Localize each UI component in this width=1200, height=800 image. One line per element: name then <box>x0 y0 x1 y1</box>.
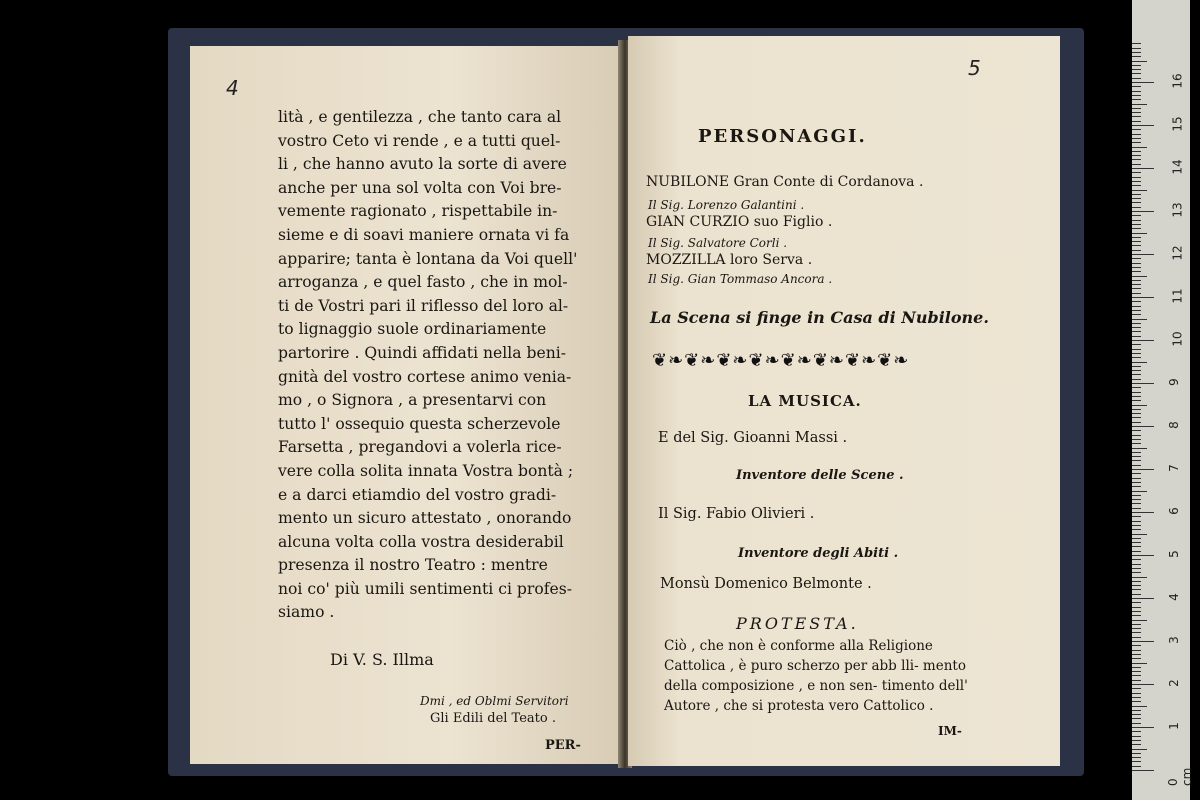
text-line: mo , o Signora , a presentarvi con <box>278 391 547 410</box>
salutation: Di V. S. Illma <box>330 650 434 669</box>
text-line: e a darci etiamdio del vostro gradi- <box>278 485 557 504</box>
text-line: lità , e gentilezza , che tanto cara al <box>278 108 562 126</box>
ruler-tick <box>1132 460 1141 461</box>
ruler-tick <box>1132 52 1141 53</box>
ruler-tick <box>1132 99 1141 100</box>
ruler-tick <box>1132 177 1141 178</box>
cast-actor: Il Sig. Salvatore Corli . <box>648 236 788 250</box>
ruler-tick <box>1132 263 1141 264</box>
ruler-tick <box>1132 430 1141 431</box>
ruler-number: 15 <box>1170 116 1185 132</box>
ruler-tick <box>1132 379 1141 380</box>
protest-text: Ciò , che non è conforme alla Religione Cattolica , è puro scherzo per abb lli- mento della composizione , e non sen- timento dell' Autore , che si protesta vero Cattolico . <box>664 638 968 714</box>
ruler-tick <box>1132 663 1147 664</box>
ruler-tick <box>1132 78 1141 79</box>
ruler-tick <box>1132 684 1154 685</box>
catchword-right: IM- <box>938 724 962 738</box>
ruler-tick <box>1132 297 1154 298</box>
ruler-tick <box>1132 86 1141 87</box>
ruler-tick <box>1132 465 1141 466</box>
ruler-tick <box>1132 271 1141 272</box>
cast-role: GIAN CURZIO suo Figlio . <box>646 214 833 230</box>
page-number-right: 5 <box>968 56 981 80</box>
ruler-tick <box>1132 512 1154 513</box>
ruler-tick <box>1132 607 1141 608</box>
ruler-tick <box>1132 654 1141 655</box>
ruler-tick <box>1132 336 1141 337</box>
catchword-left: PER- <box>545 738 581 753</box>
measuring-ruler <box>1132 0 1194 800</box>
ruler-tick <box>1132 181 1141 182</box>
ruler-tick <box>1132 546 1141 547</box>
ruler-tick <box>1132 48 1141 49</box>
ruler-tick <box>1132 594 1141 595</box>
ruler-tick <box>1132 718 1141 719</box>
ruler-tick <box>1132 452 1141 453</box>
ruler-tick <box>1132 486 1141 487</box>
scenes-heading: Inventore delle Scene . <box>736 468 904 483</box>
text-line: Farsetta , pregandovi a volerla rice- <box>278 438 562 457</box>
right-page <box>628 36 1060 766</box>
ruler-tick <box>1132 727 1154 728</box>
cast-actor: Il Sig. Lorenzo Galantini . <box>648 198 805 212</box>
ruler-tick <box>1132 198 1141 199</box>
ruler-tick <box>1132 555 1154 556</box>
ruler-tick <box>1132 448 1147 449</box>
ruler-number: 7 <box>1166 464 1181 472</box>
ruler-tick <box>1132 301 1141 302</box>
ruler-tick <box>1132 276 1147 277</box>
ruler-number: 9 <box>1166 378 1181 386</box>
text-line: siamo . <box>278 603 335 622</box>
ruler-tick <box>1132 400 1141 401</box>
ruler-tick <box>1132 598 1154 599</box>
cast-actor: Il Sig. Gian Tommaso Ancora . <box>648 272 833 286</box>
cast-role: MOZZILLA loro Serva . <box>646 252 813 268</box>
ruler-tick <box>1132 456 1141 457</box>
ruler-tick <box>1132 314 1141 315</box>
ruler-tick <box>1132 104 1147 105</box>
text-line: presenza il nostro Teatro : mentre <box>278 556 548 575</box>
text-line: ti de Vostri pari il riflesso del loro al- <box>278 296 569 315</box>
ruler-tick <box>1132 237 1141 238</box>
ruler-tick <box>1132 288 1141 289</box>
ruler-number: 12 <box>1170 245 1185 261</box>
ruler-tick <box>1132 56 1141 57</box>
ruler-tick <box>1132 572 1141 573</box>
text-line: to lignaggio suole ordinariamente <box>278 320 547 339</box>
ruler-tick <box>1132 637 1141 638</box>
ruler-tick <box>1132 61 1147 62</box>
ruler-tick <box>1132 142 1141 143</box>
ruler-tick <box>1132 409 1141 410</box>
ruler-tick <box>1132 534 1147 535</box>
ruler-tick <box>1132 327 1141 328</box>
ruler-tick <box>1132 658 1141 659</box>
ruler-tick <box>1132 134 1141 135</box>
ruler-tick <box>1132 422 1141 423</box>
ruler-number: 13 <box>1170 202 1185 218</box>
ruler-tick <box>1132 641 1154 642</box>
cast-role: NUBILONE Gran Conte di Cordanova . <box>646 174 924 190</box>
ruler-tick <box>1132 323 1141 324</box>
ruler-tick <box>1132 370 1141 371</box>
ruler-tick <box>1132 525 1141 526</box>
ruler-tick <box>1132 353 1141 354</box>
signature-line-2: Gli Edili del Teato . <box>430 711 556 726</box>
ruler-number: 3 <box>1166 636 1181 644</box>
ruler-tick <box>1132 611 1141 612</box>
ruler-tick <box>1132 551 1141 552</box>
ornament-band: ❦❧❦❧❦❧❦❧❦❧❦❧❦❧❦❧ <box>652 350 910 371</box>
ruler-tick <box>1132 267 1141 268</box>
text-line: apparire; tanta è lontana da Voi quell' <box>278 249 578 268</box>
ruler-tick <box>1132 568 1141 569</box>
ruler-tick <box>1132 680 1141 681</box>
text-line: mento un sicuro attestato , onorando <box>278 509 572 528</box>
ruler-tick <box>1132 542 1141 543</box>
ruler-tick <box>1132 723 1141 724</box>
cast-title: PERSONAGGI. <box>698 126 867 147</box>
ruler-number: 8 <box>1166 421 1181 429</box>
ruler-tick <box>1132 121 1141 122</box>
ruler-tick <box>1132 233 1147 234</box>
ruler-tick <box>1132 280 1141 281</box>
ruler-tick <box>1132 581 1141 582</box>
ruler-tick <box>1132 207 1141 208</box>
ruler-tick <box>1132 491 1147 492</box>
ruler-tick <box>1132 744 1141 745</box>
ruler-tick <box>1132 714 1141 715</box>
ruler-tick <box>1132 151 1141 152</box>
music-heading: LA MUSICA. <box>748 392 862 410</box>
text-line: vere colla solita innata Vostra bontà ; <box>278 461 574 480</box>
text-line: sieme e di soavi maniere ornata vi fa <box>278 225 570 244</box>
text-line: vemente ragionato , rispettabile in- <box>278 202 558 221</box>
ruler-tick <box>1132 331 1141 332</box>
ruler-tick <box>1132 125 1154 126</box>
ruler-tick <box>1132 757 1141 758</box>
ruler-tick <box>1132 396 1141 397</box>
ruler-tick <box>1132 589 1141 590</box>
protest-title: PROTESTA. <box>736 614 859 633</box>
scene-setting: La Scena si finge in Casa di Nubilone. <box>650 308 989 327</box>
ruler-tick <box>1132 344 1141 345</box>
ruler-tick <box>1132 473 1141 474</box>
ruler-tick <box>1132 155 1141 156</box>
ruler-number: 11 <box>1170 288 1185 304</box>
ruler-tick <box>1132 650 1141 651</box>
ruler-tick <box>1132 439 1141 440</box>
ruler-number: 1 <box>1166 722 1181 730</box>
ruler-tick <box>1132 761 1141 762</box>
ruler-tick <box>1132 362 1147 363</box>
ruler-tick <box>1132 43 1141 44</box>
ruler-tick <box>1132 615 1141 616</box>
ruler-tick <box>1132 159 1141 160</box>
ruler-tick <box>1132 168 1154 169</box>
ruler-tick <box>1132 215 1141 216</box>
left-page-body <box>278 106 608 625</box>
ruler-tick <box>1132 258 1141 259</box>
ruler-tick <box>1132 383 1154 384</box>
signature-line-1: Dmi , ed Oblmi Servitori <box>420 694 569 708</box>
page-number-left: 4 <box>226 76 239 100</box>
ruler-tick <box>1132 426 1154 427</box>
ruler-tick <box>1132 392 1141 393</box>
ruler-tick <box>1132 306 1141 307</box>
ruler-tick <box>1132 366 1141 367</box>
ruler-number: 6 <box>1166 507 1181 515</box>
ruler-tick <box>1132 628 1141 629</box>
ruler-tick <box>1132 508 1141 509</box>
ruler-tick <box>1132 740 1141 741</box>
ruler-tick <box>1132 602 1141 603</box>
ruler-tick <box>1132 254 1154 255</box>
ruler-tick <box>1132 697 1141 698</box>
ruler-tick <box>1132 129 1141 130</box>
ruler-tick <box>1132 250 1141 251</box>
ruler-tick <box>1132 164 1141 165</box>
ruler-tick <box>1132 108 1141 109</box>
ruler-tick <box>1132 495 1141 496</box>
ruler-tick <box>1132 435 1141 436</box>
ruler-tick <box>1132 319 1147 320</box>
ruler-number: 5 <box>1166 550 1181 558</box>
ruler-tick <box>1132 753 1141 754</box>
ruler-tick <box>1132 224 1141 225</box>
ruler-tick <box>1132 417 1141 418</box>
ruler-tick <box>1132 478 1141 479</box>
ruler-tick <box>1132 521 1141 522</box>
ruler-tick <box>1132 357 1141 358</box>
ruler-tick <box>1132 620 1147 621</box>
ruler-tick <box>1132 310 1141 311</box>
ruler-tick <box>1132 211 1154 212</box>
text-line: li , che hanno avuto la sorte di avere <box>278 155 567 174</box>
ruler-number: 10 <box>1170 331 1185 347</box>
ruler-tick <box>1132 112 1141 113</box>
left-page <box>190 46 622 764</box>
ruler-tick <box>1132 241 1141 242</box>
ruler-tick <box>1132 538 1141 539</box>
ruler-tick <box>1132 69 1141 70</box>
text-line: alcuna volta colla vostra desiderabil <box>278 532 564 551</box>
ruler-tick <box>1132 82 1154 83</box>
ruler-tick <box>1132 766 1141 767</box>
ruler-tick <box>1132 688 1141 689</box>
ruler-tick <box>1132 736 1141 737</box>
text-line: tutto l' ossequio questa scherzevole <box>278 414 561 433</box>
ruler-number: 16 <box>1170 73 1185 89</box>
ruler-tick <box>1132 443 1141 444</box>
ruler-tick <box>1132 228 1141 229</box>
text-line: partorire . Quindi affidati nella beni- <box>278 343 567 362</box>
text-line: vostro Ceto vi rende , e a tutti quel- <box>278 131 561 150</box>
ruler-number: 2 <box>1166 679 1181 687</box>
ruler-tick <box>1132 91 1141 92</box>
text-line: noi co' più umili sentimenti ci profes- <box>278 579 573 598</box>
ruler-tick <box>1132 73 1141 74</box>
ruler-tick <box>1132 469 1154 470</box>
ruler-tick <box>1132 624 1141 625</box>
ruler-tick <box>1132 95 1141 96</box>
scenes-line: Il Sig. Fabio Olivieri . <box>658 506 815 522</box>
ruler-tick <box>1132 632 1141 633</box>
ruler-tick <box>1132 116 1141 117</box>
ruler-tick <box>1132 220 1141 221</box>
ruler-number: 0 cm <box>1166 767 1194 786</box>
ruler-tick <box>1132 559 1141 560</box>
ruler-tick <box>1132 194 1141 195</box>
ruler-tick <box>1132 516 1141 517</box>
ruler-tick <box>1132 645 1141 646</box>
ruler-number: 4 <box>1166 593 1181 601</box>
ruler-tick <box>1132 503 1141 504</box>
ruler-tick <box>1132 374 1141 375</box>
text-line: arroganza , e quel fasto , che in mol- <box>278 273 568 292</box>
ruler-tick <box>1132 585 1141 586</box>
costumes-line: Monsù Domenico Belmonte . <box>660 576 872 592</box>
music-line: E del Sig. Gioanni Massi . <box>658 430 848 446</box>
ruler-tick <box>1132 529 1141 530</box>
ruler-tick <box>1132 667 1141 668</box>
ruler-tick <box>1132 387 1141 388</box>
ruler-tick <box>1132 185 1141 186</box>
ruler-tick <box>1132 499 1141 500</box>
ruler-tick <box>1132 202 1141 203</box>
ruler-tick <box>1132 293 1141 294</box>
ruler-tick <box>1132 482 1141 483</box>
ruler-tick <box>1132 564 1141 565</box>
ruler-tick <box>1132 731 1141 732</box>
ruler-tick <box>1132 710 1141 711</box>
ruler-tick <box>1132 172 1141 173</box>
ruler-tick <box>1132 706 1147 707</box>
ruler-tick <box>1132 675 1141 676</box>
ruler-tick <box>1132 190 1147 191</box>
ruler-tick <box>1132 701 1141 702</box>
ruler-tick <box>1132 138 1141 139</box>
ruler-tick <box>1132 65 1141 66</box>
ruler-tick <box>1132 349 1141 350</box>
ruler-tick <box>1132 671 1141 672</box>
ruler-tick <box>1132 749 1147 750</box>
ruler-tick <box>1132 245 1141 246</box>
ruler-tick <box>1132 693 1141 694</box>
ruler-tick <box>1132 405 1147 406</box>
ruler-tick <box>1132 147 1147 148</box>
text-line: gnità del vostro cortese animo venia- <box>278 367 572 386</box>
ruler-tick <box>1132 770 1154 771</box>
costumes-heading: Inventore degli Abiti . <box>738 546 899 561</box>
ruler-number: 14 <box>1170 159 1185 175</box>
ruler-tick <box>1132 284 1141 285</box>
ruler-tick <box>1132 340 1154 341</box>
ruler-tick <box>1132 413 1141 414</box>
ruler-tick <box>1132 577 1147 578</box>
text-line: anche per una sol volta con Voi bre- <box>278 178 562 197</box>
